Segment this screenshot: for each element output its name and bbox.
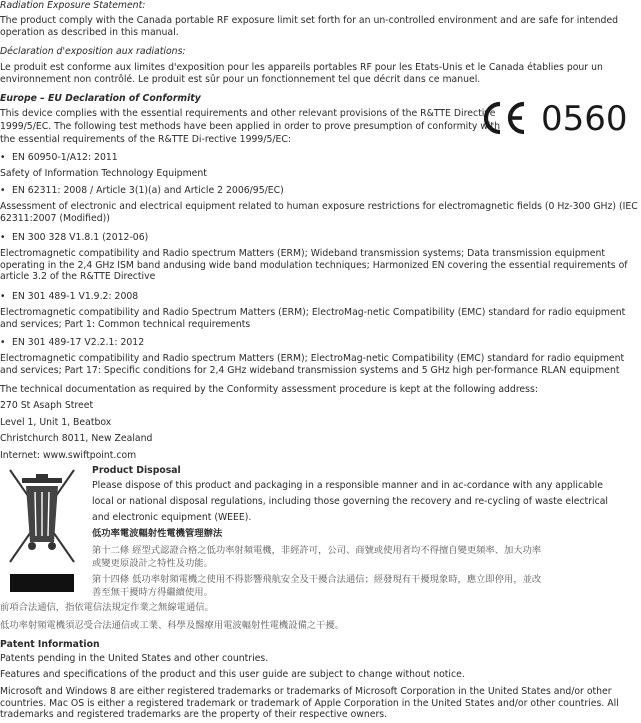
rf-exposure-body: The product comply with the Canada portable RF exposure limit set forth for an un-controlled environment and are safe for intended operation as described in this manual. [0, 15, 619, 38]
standard-description: Electromagnetic compatibility and Radio Spectrum Matters (ERM); ElectroMag-netic Compatibility (EMC) standard for radio equipment and services; Part 1: Common technical requirements [0, 307, 626, 330]
trademark-notice: Microsoft and Windows 8 are either registered trademarks or trademarks of Microsoft Corporation in the United States and/or other countries. Mac OS is either a registered trademark or trademark of Apple Corporation in the United States and/or other countries. All trademarks and registered trademarks are the property of their respective owners. [0, 686, 619, 720]
address-line: 270 St Asaph Street [0, 400, 94, 411]
standard-description: Electromagnetic compatibility and Radio spectrum Matters (ERM); Wideband transmission systems; Data transmission equipment operating in the 2,4 GHz ISM band andusing wide band modulation techniques; Harmonized EN covering the essential requirements of article 3.2 of the R&TTE Directive [0, 248, 628, 282]
ce-number: 0560 [541, 99, 628, 138]
standard-code: EN 301 489-1 V1.9.2: 2008 [12, 291, 139, 302]
patent-heading: Patent Information [0, 639, 100, 650]
standard-item [0, 152, 118, 164]
address-line: Level 1, Unit 1, Beatbox [0, 417, 112, 428]
bullet-icon: • [0, 185, 6, 196]
rf-french-body: Le produit est conforme aux limites d'exposition pour les appareils portables RF pour les Etats-Unis et le Canada établies pour un environnement non contrôlé. Le produit est sûr pour un fonctionnement tel que décrit dans ce manuel. [0, 62, 603, 85]
disposal-line: and electronic equipment (WEEE). [92, 512, 252, 523]
rf-french-heading: Déclaration d'exposition aux radiations: [0, 46, 186, 57]
address-line: Christchurch 8011, New Zealand [0, 433, 153, 444]
standard-code: EN 301 489-17 V2.2.1: 2012 [12, 337, 145, 348]
disposal-line: local or national disposal regulations, including those governing the recovery and re-cycling of waste electrical [92, 496, 609, 507]
website-line: Internet: www.swiftpoint.com [0, 450, 137, 461]
standard-code: EN 60950-1/A12: 2011 [12, 152, 118, 163]
eu-intro-line: This device complies with the essential requirements and other relevant provisions of the R&TTE Directive [0, 108, 496, 119]
standard-item [0, 337, 144, 349]
rf-exposure-heading: Radiation Exposure Statement: [0, 0, 146, 11]
technical-documentation-note: The technical documentation as required by the Conformity assessment procedure is kept at the following address: [0, 384, 538, 395]
standard-description: Electromagnetic compatibility and Radio spectrum Matters (ERM); ElectroMag-netic Compatibility (EMC) standard for radio equipment and services; Part 17: Specific conditions for 2,4 GHz wideband transmission systems and 5 GHz high per-formance RLAN equipment [0, 353, 625, 376]
weee-crossed-bin-icon [2, 464, 82, 596]
bullet-icon: • [0, 291, 6, 302]
eu-declaration-heading: Europe – EU Declaration of Conformity [0, 93, 201, 104]
standard-description: Assessment of electronic and electrical equipment related to human exposure restrictions for electromagnetic fields (0 Hz-300 GHz) (IEC 62311:2007 (Modified)) [0, 201, 638, 224]
eu-intro-line: the essential requirements of the R&TTE Di-rective 1999/5/EC: [0, 134, 292, 145]
taiwan-article-14-cont: 善至無干擾時方得繼續使用。 [92, 587, 213, 598]
standard-item [0, 291, 138, 303]
eu-intro-line: 1999/5/EC. The following test methods have been applied in order to prove presumption of conformity with [0, 121, 501, 132]
standard-item [0, 185, 284, 197]
specs-notice: Features and specifications of the product and this user guide are subject to change without notice. [0, 669, 465, 680]
disposal-line: Please dispose of this product and packaging in a responsible manner and in ac-cordance with any applicable [92, 480, 603, 491]
standard-description: Safety of Information Technology Equipment [0, 168, 207, 179]
taiwan-article-12-cont: 或變更原設計之特性及功能。 [92, 558, 213, 569]
patent-pending: Patents pending in the United States and other countries. [0, 653, 269, 664]
taiwan-article-14: 第十四條 低功率射頻電機之使用不得影響飛航安全及干擾合法通信；經發現有干擾現象時，應立即停用，並改 [92, 574, 542, 585]
taiwan-article-12: 第十二條 經型式認證合格之低功率射頻電機，非經許可，公司、商號或使用者均不得擅自變更頻率、加大功率 [92, 545, 542, 556]
standard-code: EN 300 328 V1.8.1 (2012-06) [12, 232, 149, 243]
taiwan-legal-comm-note: 前項合法通信，指依電信法規定作業之無線電通信。 [0, 602, 214, 613]
ce-mark-logo [478, 98, 638, 138]
taiwan-interference-note: 低功率射頻電機須忍受合法通信或工業、科學及醫療用電波輻射性電機設備之干擾。 [0, 620, 344, 631]
taiwan-regulation-heading: 低功率電波輻射性電機管理辦法 [92, 528, 223, 539]
standard-item [0, 232, 148, 244]
standard-code: EN 62311: 2008 / Article 3(1)(a) and Article 2 2006/95/EC) [12, 185, 284, 196]
bullet-icon: • [0, 152, 6, 163]
product-disposal-heading: Product Disposal [92, 465, 181, 476]
bullet-icon: • [0, 232, 6, 243]
bullet-icon: • [0, 337, 6, 348]
